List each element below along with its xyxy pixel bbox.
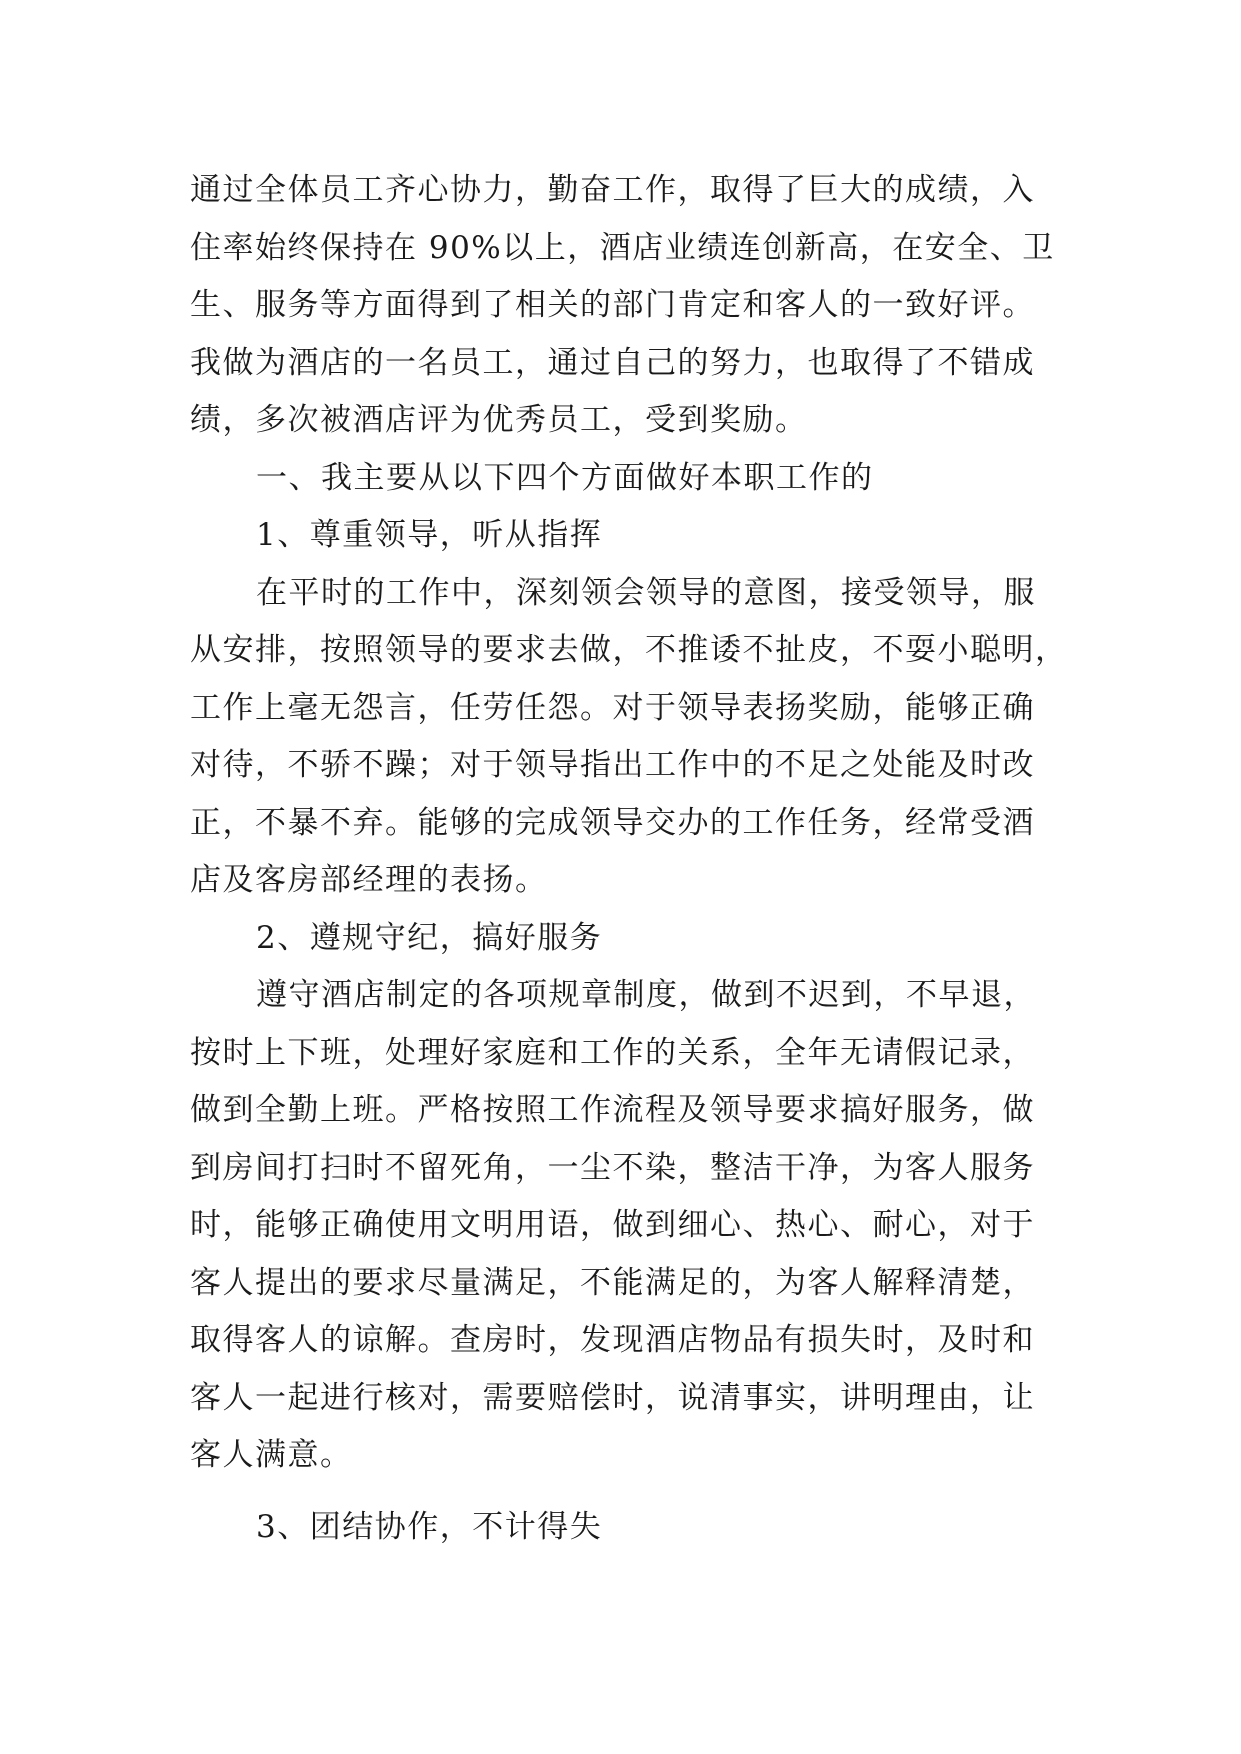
paragraph-line: 对待，不骄不躁；对于领导指出工作中的不足之处能及时改 bbox=[190, 747, 1035, 783]
paragraph-line: 按时上下班，处理好家庭和工作的关系，全年无请假记录， bbox=[190, 1034, 1035, 1071]
paragraph-line: 做到全勤上班。严格按照工作流程及领导要求搞好服务，做 bbox=[190, 1092, 1035, 1128]
paragraph-line: 时，能够正确使用文明用语，做到细心、热心、耐心，对于 bbox=[190, 1207, 1035, 1243]
paragraph-line: 从安排，按照领导的要求去做，不推诿不扯皮，不耍小聪明， bbox=[190, 632, 1068, 668]
paragraph-line: 遵守酒店制定的各项规章制度，做到不迟到，不早退， bbox=[256, 977, 1036, 1013]
paragraph-line: 通过全体员工齐心协力，勤奋工作，取得了巨大的成绩，入 bbox=[190, 172, 1035, 208]
paragraph-line: 工作上毫无怨言，任劳任怨。对于领导表扬奖励，能够正确 bbox=[190, 689, 1035, 726]
paragraph-line: 客人满意。 bbox=[190, 1437, 353, 1473]
paragraph-line: 绩，多次被酒店评为优秀员工，受到奖励。 bbox=[190, 402, 808, 438]
paragraph-line: 住率始终保持在 90%以上，酒店业绩连创新高，在安全、卫 bbox=[190, 229, 1055, 266]
section-heading: 一、我主要从以下四个方面做好本职工作的 bbox=[256, 459, 874, 496]
paragraph-line: 客人一起进行核对，需要赔偿时，说清事实，讲明理由，让 bbox=[190, 1379, 1035, 1416]
document-body bbox=[190, 162, 1070, 1556]
paragraph-line: 取得客人的谅解。查房时，发现酒店物品有损失时，及时和 bbox=[190, 1322, 1035, 1358]
paragraph-line: 客人提出的要求尽量满足，不能满足的，为客人解释清楚， bbox=[190, 1264, 1035, 1301]
subsection-heading: 2、遵规守纪，搞好服务 bbox=[256, 919, 603, 956]
subsection-heading: 1、尊重领导，听从指挥 bbox=[256, 517, 603, 553]
paragraph-line: 店及客房部经理的表扬。 bbox=[190, 862, 548, 898]
paragraph-line: 生、服务等方面得到了相关的部门肯定和客人的一致好评。 bbox=[190, 287, 1035, 323]
paragraph-line: 到房间打扫时不留死角，一尘不染，整洁干净，为客人服务 bbox=[190, 1149, 1035, 1186]
paragraph-line: 在平时的工作中，深刻领会领导的意图，接受领导，服 bbox=[256, 574, 1036, 611]
paragraph-line: 我做为酒店的一名员工，通过自己的努力，也取得了不错成 bbox=[190, 344, 1035, 381]
subsection-heading: 3、团结协作，不计得失 bbox=[256, 1508, 603, 1545]
paragraph-line: 正，不暴不弃。能够的完成领导交办的工作任务，经常受酒 bbox=[190, 804, 1035, 841]
